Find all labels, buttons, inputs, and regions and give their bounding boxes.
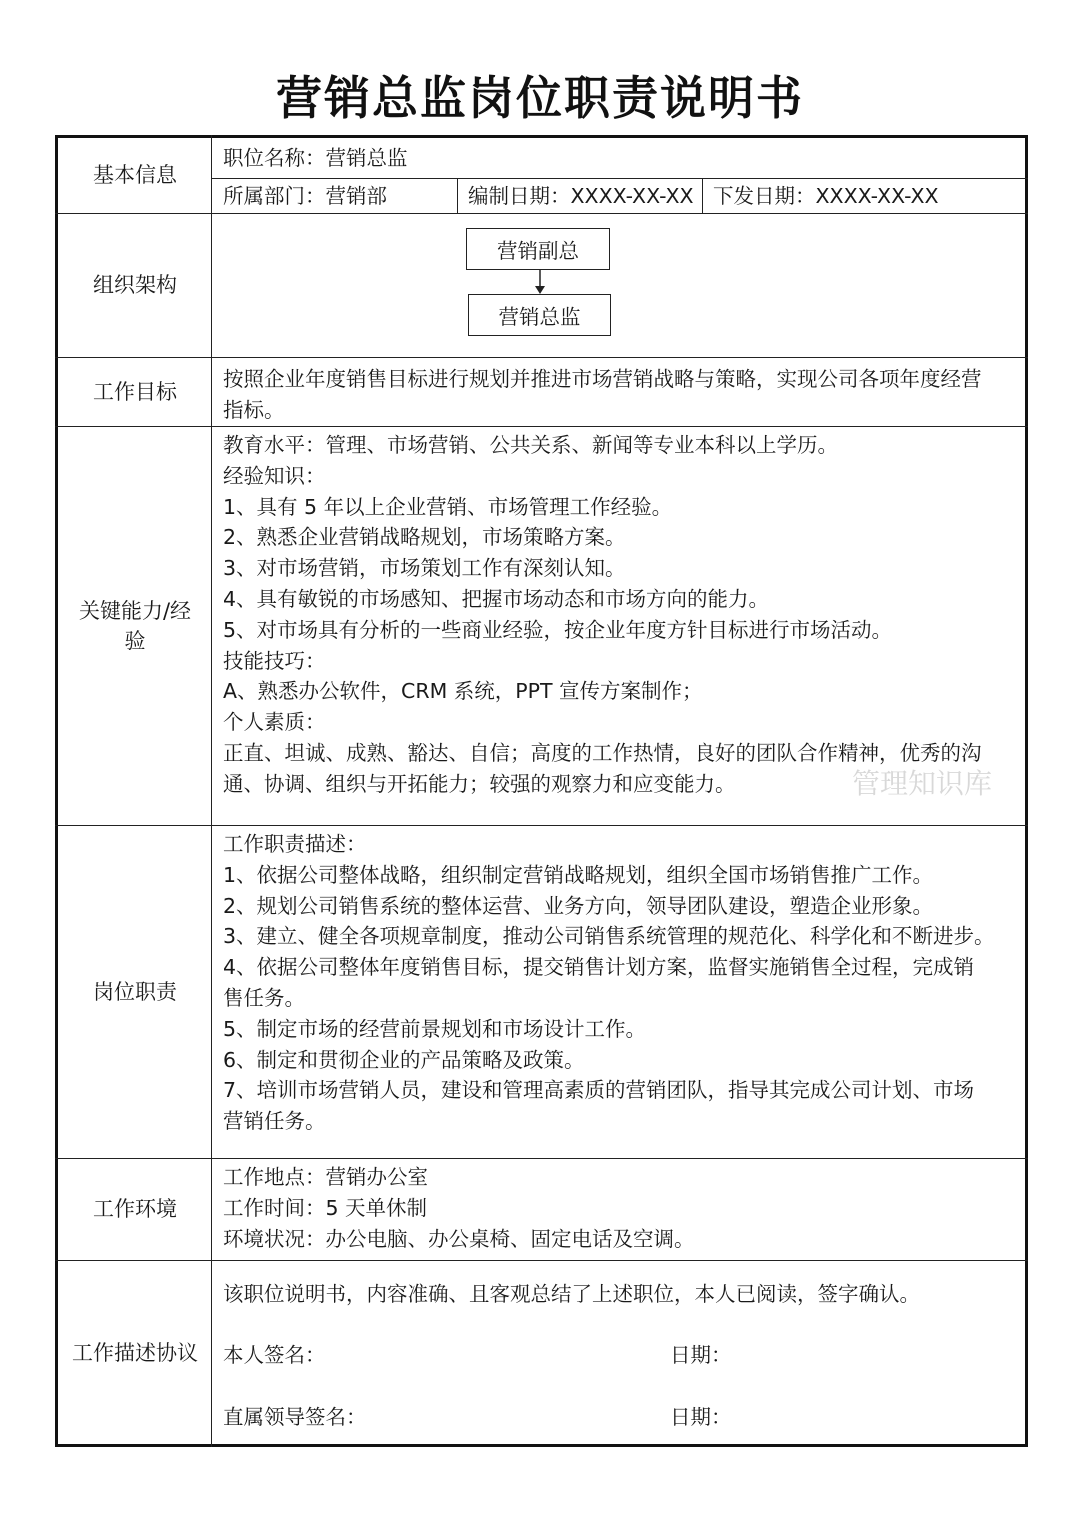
agreement-statement: 该职位说明书，内容准确、且客观总结了上述职位，本人已阅读，签字确认。 [223, 1282, 920, 1306]
position-name: 职位名称：营销总监 [223, 146, 408, 170]
text-line: 工作职责描述： [223, 832, 367, 856]
text-line: 按照企业年度销售目标进行规划并推进市场营销战略与策略，实现公司各项年度经营 [223, 367, 982, 391]
org-structure-label: 组织架构 [93, 273, 177, 297]
text-line: 1、依据公司整体战略，组织制定营销战略规划，组织全国市场销售推广工作。 [223, 862, 934, 887]
text-line: 工作时间：5 天单休制 [223, 1195, 428, 1220]
key-ability-text [223, 430, 1019, 800]
text-line: 个人素质： [223, 710, 326, 735]
text-line: 指标。 [223, 397, 285, 422]
text-line: 售任务。 [223, 985, 305, 1010]
job-duty-label: 岗位职责 [93, 979, 177, 1004]
text-line: 7、培训市场营销人员，建设和管理高素质的营销团队，指导其完成公司计划、市场 [223, 1078, 975, 1103]
basic-info-inner-divider [211, 178, 1028, 179]
text-line: 2、规划公司销售系统的整体运营、业务方向，领导团队建设，塑造企业形象。 [223, 893, 934, 918]
key-ability-label-line1: 关键能力/经 [78, 598, 192, 623]
text-line: 环境状况：办公电脑、办公桌椅、固定电话及空调。 [223, 1226, 695, 1251]
text-line: 工作地点：营销办公室 [223, 1165, 428, 1189]
department: 所属部门：营销部 [223, 184, 387, 208]
basic-info-cell-divider [702, 178, 703, 213]
work-goal-label: 工作目标 [93, 379, 177, 404]
text-line: 3、对市场营销，市场策划工作有深刻认知。 [223, 556, 626, 581]
self-signature-field: 本人签名： [223, 1343, 326, 1367]
agreement-label: 工作描述协议 [72, 1340, 198, 1365]
text-line: 4、具有敏锐的市场感知、把握市场动态和市场方向的能力。 [223, 586, 770, 611]
text-line: 5、对市场具有分析的一些商业经验，按企业年度方针目标进行市场活动。 [223, 617, 893, 642]
issue-date: 下发日期：XXXX-XX-XX [713, 184, 939, 208]
text-line: 技能技巧： [223, 648, 326, 673]
key-ability-label [58, 426, 212, 825]
text-line: 6、制定和贯彻企业的产品策略及政策。 [223, 1047, 585, 1072]
text-line: 正直、坦诚、成熟、豁达、自信；高度的工作热情，良好的团队合作精神，优秀的沟 [223, 740, 982, 765]
compile-date: 编制日期：XXXX-XX-XX [468, 184, 694, 208]
org-box-marketing-director: 营销总监 [468, 294, 611, 336]
leader-sign-date-field: 日期： [670, 1405, 732, 1429]
org-connector-arrow [530, 270, 550, 296]
basic-info-cell-divider [457, 178, 458, 213]
leader-signature-field: 直属领导签名： [223, 1405, 367, 1429]
text-line: 4、依据公司整体年度销售目标，提交销售计划方案，监督实施销售全过程，完成销 [223, 955, 975, 980]
text-line: 5、制定市场的经营前景规划和市场设计工作。 [223, 1016, 647, 1041]
text-line: 通、协调、组织与开拓能力；较强的观察力和应变能力。 [223, 771, 736, 796]
work-env-label: 工作环境 [93, 1197, 177, 1221]
text-line: 2、熟悉企业营销战略规划，市场策略方案。 [223, 525, 626, 550]
document-title: 营销总监岗位职责说明书 [276, 71, 804, 125]
work-goal-text [223, 364, 1019, 425]
text-line: 1、具有 5 年以上企业营销、市场管理工作经验。 [223, 494, 673, 519]
text-line: A、熟悉办公软件，CRM 系统，PPT 宣传方案制作； [223, 679, 703, 704]
self-sign-date-field: 日期： [670, 1343, 732, 1367]
key-ability-label-line2: 验 [124, 628, 146, 653]
org-box-vp-marketing: 营销副总 [466, 228, 610, 270]
text-line: 3、建立、健全各项规章制度，推动公司销售系统管理的规范化、科学化和不断进步。 [223, 924, 995, 949]
job-duty-text [223, 829, 1019, 1137]
text-line: 营销任务。 [223, 1109, 326, 1134]
text-line: 教育水平：管理、市场营销、公共关系、新闻等专业本科以上学历。 [223, 433, 838, 457]
watermark: 管理知识库 [852, 767, 993, 800]
basic-info-label: 基本信息 [93, 163, 177, 187]
work-env-text [223, 1162, 1019, 1254]
text-line: 经验知识： [223, 463, 326, 488]
